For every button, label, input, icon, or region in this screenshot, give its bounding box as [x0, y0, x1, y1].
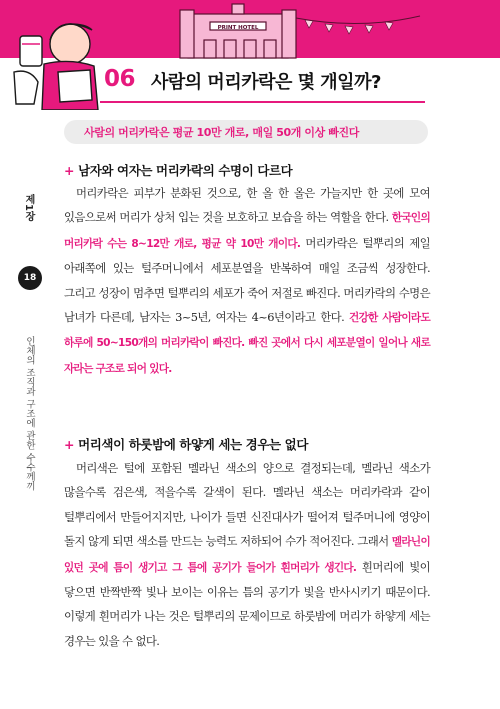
section1-highlight-1: 한국인의 머리카락 수는 8~12만 개로, 평균 약 10만 개이다.: [64, 212, 430, 250]
page-number: 18: [18, 266, 42, 290]
section2-heading-text: 머리색이 하룻밤에 하얗게 세는 경우는 없다: [78, 437, 308, 452]
page-title: 사람의 머리카락은 몇 개일까?: [151, 72, 381, 93]
reader-illustration: [14, 24, 98, 110]
section2-highlight-1: 멜라닌이 있던 곳에 틈이 생기고 그 틈에 공기가 들어가 흰머리가 생긴다.: [64, 536, 430, 574]
section1-highlight-2: 건강한 사람이라도 하루에 50~150개의 머리카락이 빠진다. 빠진 곳에서 다시 세포분열이 일어나 새로 자라는 구조로 되어 있다.: [64, 312, 430, 375]
section1-text-1: 머리카락은 피부가 분화된 것으로, 한 올 한 올은 가늘지만 한 곳에 모여 있음으로써 머리가 상처 입는 것을 보호하고 보습을 하는 역할을 한다.: [64, 186, 430, 225]
section-number: 06: [104, 66, 136, 92]
section2-body: [64, 456, 430, 653]
section1-heading-text: 남자와 여자는 머리카락의 수명이 다르다: [78, 163, 293, 178]
book-title: 인체의 조직과 구조에 관한 수수께끼: [24, 336, 35, 491]
summary-text: 사람의 머리카락은 평균 10만 개로, 매일 50개 이상 빠진다: [84, 126, 359, 139]
title-underline: [100, 101, 425, 103]
section1-text-2: 머리카락은 털뿌리의 제일 아래쪽에 있는 털주머니에서 세포분열을 반복하여 매일 조금씩 성장한다. 그리고 성장이 멈추면 털뿌리의 세포가 죽어 저절로 빠진다. 머리카락의 수명은 남녀가 다른데, 남자는 3~5년, 여자는 4~6년이라고 한다.: [64, 235, 431, 325]
section2-heading: [64, 435, 308, 453]
plus-icon: +: [64, 163, 75, 178]
section2-text-1: 머리색은 털에 포함된 멜라닌 색소의 양으로 결정되는데, 멜라닌 색소가 많을수록 검은색, 적을수록 갈색이 된다. 멜라닌 색소는 머리카락과 같이 털뿌리에서 만들어지지만, 나이가 들면 신진대사가 떨어져 털주머니에 영양이 돌지 않게 되면 색소를 만드는 능력도 저하되어 수가 적어진다. 그래서: [64, 461, 430, 549]
header-illustration-band: [0, 0, 500, 58]
section2-text-2: 흰머리에 빛이 닿으면 반짝반짝 빛나 보이는 이유는 틈의 공기가 빛을 반사시키기 때문이다. 이렇게 흰머리가 나는 것은 털뿌리의 문제이므로 하룻밤에 머리가 하얗게 세는 경우는 있을 수 없다.: [64, 559, 430, 648]
chapter-label: 제1장: [23, 194, 34, 221]
section1-heading: [64, 161, 292, 179]
hotel-sign-text: PRINT HOTEL: [217, 25, 259, 31]
plus-icon: +: [64, 437, 75, 452]
section1-body: [64, 181, 430, 381]
